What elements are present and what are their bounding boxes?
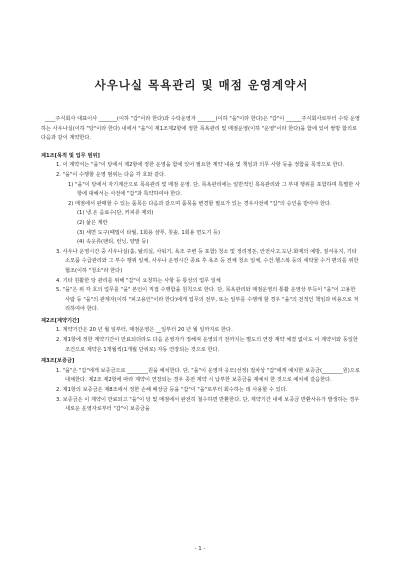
clause-item: 1. "을"은 "갑"에게 보증금으로 ________원을 예치한다. 단, "을"이 운영자 응모(선정) 절차상 "갑"에게 예치한 보증금(________원)으로 대체한다. 제2조 제2항에 따라 계약이 연장되는 경우 종전 계약 시 납부한 보증금을 재예치 한 것으로 예치에 갈음한다. (56, 367, 360, 384)
article-heading: 제1조[목적 및 업무 범위] (41, 152, 100, 159)
clause-item: 4. 기타 원활한 탕 관리를 위해 "갑"이 요청하는 사항 등 통상의 업무 일체 (56, 277, 221, 284)
clause-item: (4) 속옷류(팬티, 런닝, 양말 등) (77, 239, 149, 246)
clause-item: (2) 삶은 계란 (77, 219, 108, 226)
articles-container (41, 152, 362, 415)
page-number: - 1 - (194, 546, 206, 552)
clause-item: 2) 매점에서 판매할 수 있는 품목은 다음과 같으며 품목을 변경할 필요가 있는 경우사전에 "갑"의 승인을 받아야 한다. (68, 200, 332, 207)
document-title: 사우나실 목욕관리 및 매점 운영계약서 (94, 78, 309, 92)
article-heading: 제3조[보증금] (41, 358, 75, 365)
intro-paragraph: ____주식회사 대표이사 _______(이하 "갑"이라 한다)과 수탁운영자 _______(이하 "을"이라 한다)은 "갑"이 ______주식회사로부터 수탁 운영하는 사우나실(이하 "탕"이라 한다) 내에서 "을"이 제1조제2항에 정한 목욕관리 및 매점운영(이하 "운영"이라 한다)을 함에 있어 쌍방 합의로 다음과 같이 계약한다. (41, 116, 360, 142)
clause-item: 5. "을"은 위 각 호의 업무를 "을" 본인이 직접 수행함을 원칙으로 한다. 단, 목욕관리와 매점운영의 통활 운영상 부득이 "을"이 고용한 사람 등 "을"의 관계자(이하 "피고용인"이라 한다)에게 업무의 전부, 또는 일부를 수행케 할 경우 "을"의 전적인 책임과 비용으로 처리하여야 한다. (56, 287, 359, 313)
clause-item: (1) 냉.온 음료수(단, 커피류 제외) (77, 210, 154, 217)
clause-item: 3. 사우나 운영시간 중 사우나실(홀, 탈의실, 사워기, 욕조 주변 등 포함) 청소 및 정리정돈, 안전사고.도난.화재의 예방, 질서유지, 기타 소모품 수급관리와 그 부수 행위 일체, 사우나 운영시간 종료 후 욕조 등 전체 청소 일체, 수건.헬스복 등의 세탁물 수거 편의를 위한 협조(이하 "청소"라 한다) (56, 248, 359, 274)
article-heading: 제2조[계약기간] (41, 317, 80, 324)
clause-item: 2. "을"이 수행할 운영 범위는 다음 각 호와 같다. (56, 171, 166, 178)
clause-item: 1. 계약기간은 20 년 월 일부터, 매점운영은 __일부터 20 년 월 일까지로 한다. (56, 327, 233, 334)
clause-item: 2. 제1항에 정한 계약기간이 만료되더라도 다음 운영자가 정해져 운영되기 전까지는 별도의 연장 계약 체결 없이도 이 계약서와 동일한 조건으로 계약은 1개월씩(1개월 단위로) 자동 연장되는 것으로 한다. (56, 337, 358, 353)
clause-item: 1) "을"이 탕에서 자기계산으로 목욕관리 및 매점 운영. 단, 목욕관리에는 일반적인 목욕관리와 그 부대 행위를 포함하며 특별한 사항에 대해서는 사전에 "갑"과 특약하여야 한다. (68, 181, 360, 198)
clause-item: 3. 보증금은 이 계약이 만료되고 "을"이 탕 및 매점에서 완전히 철수하면 반환한다. 단, 계약기간 내에 보증금 반환사유가 발생하는 경우 새로운 운영자로부터 "갑"이 보증금을 (56, 396, 360, 413)
clause-item: 1. 이 계약서는 "을"이 탕에서 제2항에 정한 운영을 함에 있어 필요한 계약 내용 및 책임과 의무 사항 등을 정함을 목적으로 한다. (56, 162, 345, 169)
clause-item: 2. 제1항의 보증금은 제8조에서 정한 손해 배상금 등을 "갑"이 "을"로부터 회수하는 데 사용할 수 있다. (56, 387, 288, 394)
clause-item: (3) 세면 도구(때밀이 타월, 1회용 샴푸, 칫솔, 1회용 면도기 등) (77, 229, 221, 236)
